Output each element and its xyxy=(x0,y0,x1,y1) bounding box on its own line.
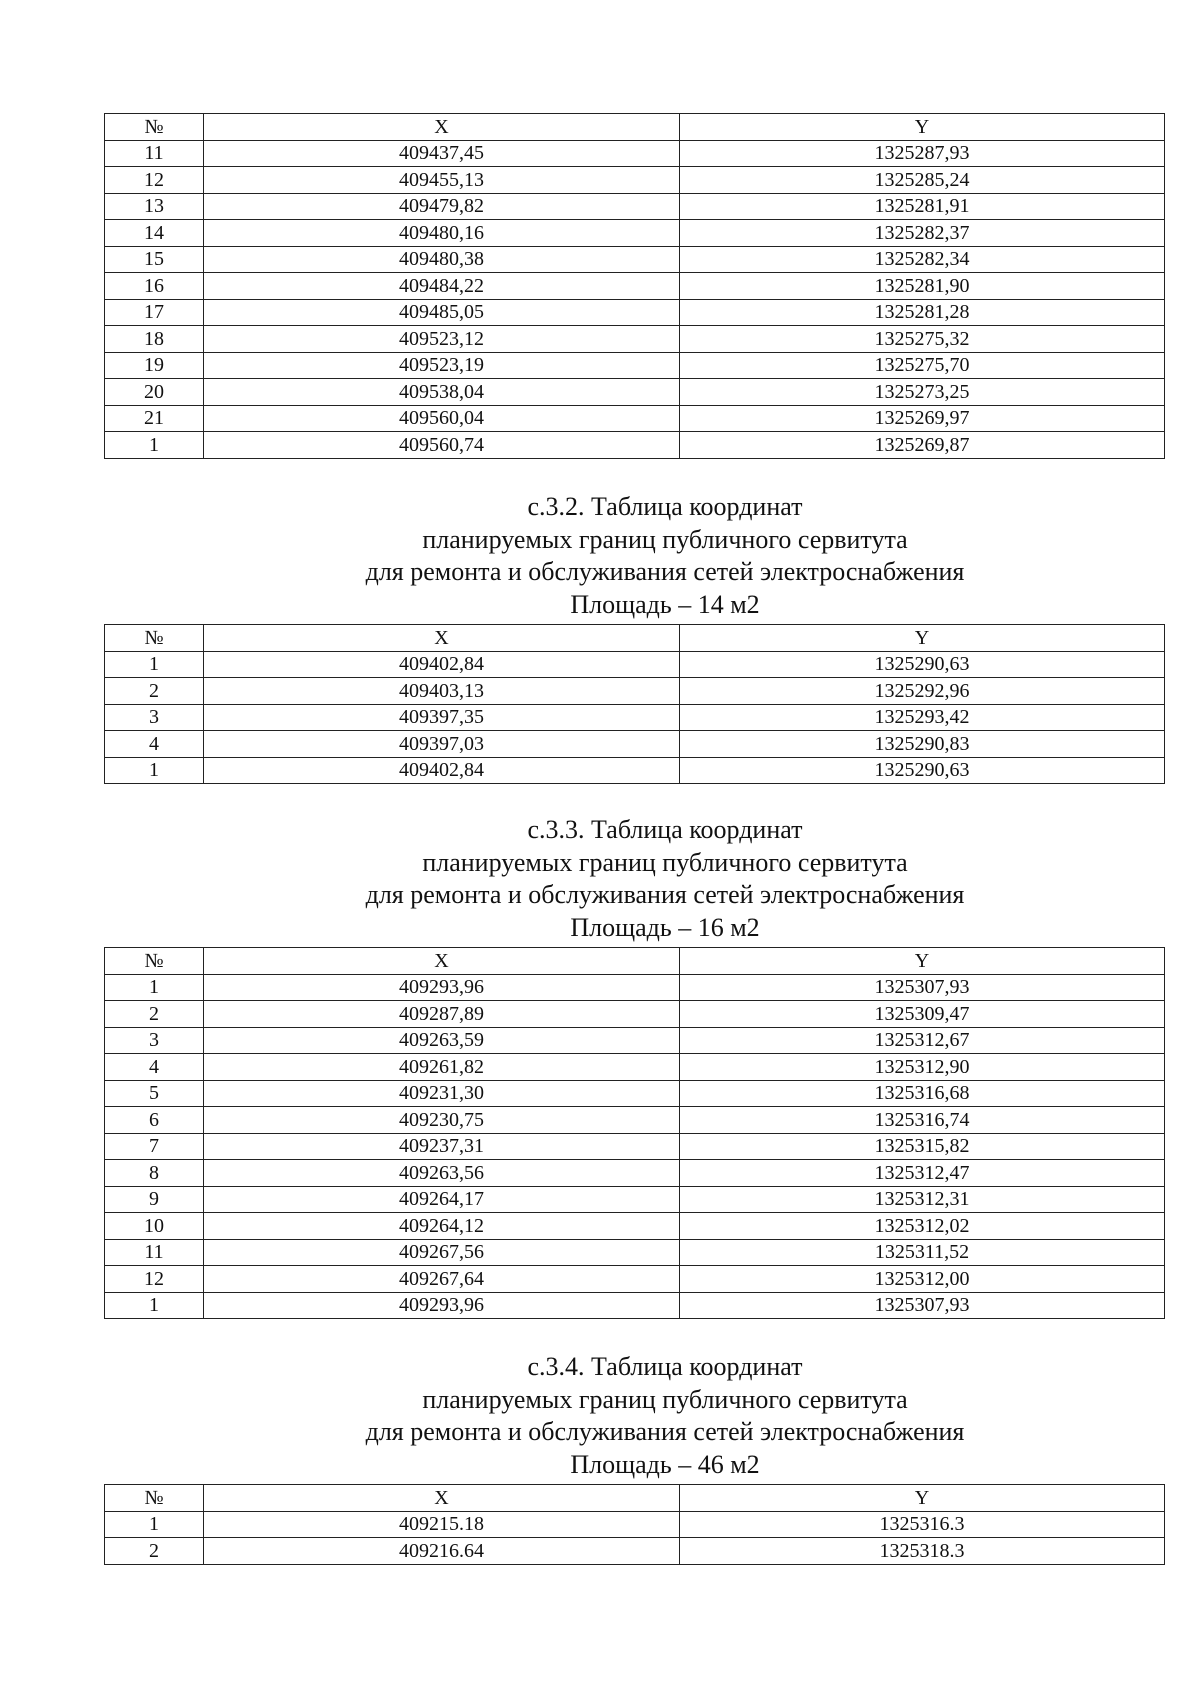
point-number-cell: 16 xyxy=(105,273,204,300)
column-header-num: № xyxy=(105,625,204,652)
x-coordinate-cell: 409230,75 xyxy=(204,1107,680,1134)
point-number-cell: 17 xyxy=(105,299,204,326)
table-row xyxy=(105,1107,1165,1134)
section-2-heading xyxy=(0,491,1200,621)
point-number-cell: 18 xyxy=(105,326,204,353)
point-number-cell: 8 xyxy=(105,1160,204,1187)
table-row xyxy=(105,405,1165,432)
point-number-cell: 3 xyxy=(105,704,204,731)
table-row xyxy=(105,704,1165,731)
table-row xyxy=(105,273,1165,300)
y-coordinate-cell: 1325318.3 xyxy=(680,1538,1165,1565)
column-header-x: X xyxy=(204,1485,680,1512)
y-coordinate-cell: 1325290,63 xyxy=(680,757,1165,784)
column-header-num: № xyxy=(105,948,204,975)
y-coordinate-cell: 1325285,24 xyxy=(680,167,1165,194)
point-number-cell: 19 xyxy=(105,352,204,379)
table-row xyxy=(105,731,1165,758)
table-row xyxy=(105,140,1165,167)
table-row xyxy=(105,974,1165,1001)
y-coordinate-cell: 1325275,70 xyxy=(680,352,1165,379)
x-coordinate-cell: 409523,19 xyxy=(204,352,680,379)
y-coordinate-cell: 1325312,67 xyxy=(680,1027,1165,1054)
table-header-row xyxy=(105,1485,1165,1512)
point-number-cell: 11 xyxy=(105,1239,204,1266)
x-coordinate-cell: 409215.18 xyxy=(204,1511,680,1538)
section-subtitle: планируемых границ публичного сервитута xyxy=(422,847,908,877)
section-area: Площадь – 14 м2 xyxy=(570,589,760,619)
coordinates-table-4 xyxy=(104,1484,1165,1565)
coordinates-table-2 xyxy=(104,624,1165,784)
section-purpose: для ремонта и обслуживания сетей электроснабжения xyxy=(365,880,965,909)
point-number-cell: 1 xyxy=(105,757,204,784)
y-coordinate-cell: 1325269,97 xyxy=(680,405,1165,432)
point-number-cell: 6 xyxy=(105,1107,204,1134)
point-number-cell: 3 xyxy=(105,1027,204,1054)
column-header-num: № xyxy=(105,114,204,141)
section-area: Площадь – 16 м2 xyxy=(570,912,760,942)
point-number-cell: 5 xyxy=(105,1080,204,1107)
column-header-num: № xyxy=(105,1485,204,1512)
table-row xyxy=(105,1133,1165,1160)
column-header-y: Y xyxy=(680,625,1165,652)
y-coordinate-cell: 1325312,47 xyxy=(680,1160,1165,1187)
y-coordinate-cell: 1325275,32 xyxy=(680,326,1165,353)
point-number-cell: 1 xyxy=(105,432,204,459)
point-number-cell: 4 xyxy=(105,731,204,758)
x-coordinate-cell: 409437,45 xyxy=(204,140,680,167)
section-purpose: для ремонта и обслуживания сетей электроснабжения xyxy=(365,1417,965,1446)
table-row xyxy=(105,1292,1165,1319)
y-coordinate-cell: 1325316,74 xyxy=(680,1107,1165,1134)
x-coordinate-cell: 409403,13 xyxy=(204,678,680,705)
x-coordinate-cell: 409560,74 xyxy=(204,432,680,459)
x-coordinate-cell: 409523,12 xyxy=(204,326,680,353)
y-coordinate-cell: 1325316,68 xyxy=(680,1080,1165,1107)
table-row xyxy=(105,1511,1165,1538)
table-row xyxy=(105,1186,1165,1213)
point-number-cell: 2 xyxy=(105,1001,204,1028)
point-number-cell: 4 xyxy=(105,1054,204,1081)
section-title: с.3.2. Таблица координат xyxy=(527,492,803,521)
y-coordinate-cell: 1325309,47 xyxy=(680,1001,1165,1028)
section-subtitle: планируемых границ публичного сервитута xyxy=(422,524,908,554)
coordinates-table-1 xyxy=(104,113,1165,459)
x-coordinate-cell: 409263,56 xyxy=(204,1160,680,1187)
section-subtitle: планируемых границ публичного сервитута xyxy=(422,1384,908,1414)
y-coordinate-cell: 1325315,82 xyxy=(680,1133,1165,1160)
point-number-cell: 7 xyxy=(105,1133,204,1160)
table-row xyxy=(105,352,1165,379)
x-coordinate-cell: 409261,82 xyxy=(204,1054,680,1081)
table-row xyxy=(105,1160,1165,1187)
x-coordinate-cell: 409216.64 xyxy=(204,1538,680,1565)
x-coordinate-cell: 409293,96 xyxy=(204,1292,680,1319)
table-row xyxy=(105,193,1165,220)
point-number-cell: 2 xyxy=(105,678,204,705)
y-coordinate-cell: 1325281,91 xyxy=(680,193,1165,220)
section-area: Площадь – 46 м2 xyxy=(570,1449,760,1479)
point-number-cell: 12 xyxy=(105,1266,204,1293)
x-coordinate-cell: 409263,59 xyxy=(204,1027,680,1054)
y-coordinate-cell: 1325307,93 xyxy=(680,974,1165,1001)
x-coordinate-cell: 409538,04 xyxy=(204,379,680,406)
point-number-cell: 2 xyxy=(105,1538,204,1565)
table-row xyxy=(105,1213,1165,1240)
point-number-cell: 1 xyxy=(105,1292,204,1319)
x-coordinate-cell: 409267,56 xyxy=(204,1239,680,1266)
y-coordinate-cell: 1325292,96 xyxy=(680,678,1165,705)
table-row xyxy=(105,246,1165,273)
x-coordinate-cell: 409402,84 xyxy=(204,651,680,678)
y-coordinate-cell: 1325287,93 xyxy=(680,140,1165,167)
x-coordinate-cell: 409231,30 xyxy=(204,1080,680,1107)
point-number-cell: 1 xyxy=(105,651,204,678)
point-number-cell: 10 xyxy=(105,1213,204,1240)
column-header-y: Y xyxy=(680,1485,1165,1512)
x-coordinate-cell: 409237,31 xyxy=(204,1133,680,1160)
x-coordinate-cell: 409560,04 xyxy=(204,405,680,432)
table-row xyxy=(105,757,1165,784)
point-number-cell: 15 xyxy=(105,246,204,273)
x-coordinate-cell: 409264,17 xyxy=(204,1186,680,1213)
table-row xyxy=(105,1239,1165,1266)
x-coordinate-cell: 409484,22 xyxy=(204,273,680,300)
point-number-cell: 1 xyxy=(105,1511,204,1538)
table-row xyxy=(105,651,1165,678)
y-coordinate-cell: 1325312,02 xyxy=(680,1213,1165,1240)
point-number-cell: 13 xyxy=(105,193,204,220)
y-coordinate-cell: 1325269,87 xyxy=(680,432,1165,459)
y-coordinate-cell: 1325307,93 xyxy=(680,1292,1165,1319)
table-row xyxy=(105,1054,1165,1081)
table-row xyxy=(105,1001,1165,1028)
x-coordinate-cell: 409264,12 xyxy=(204,1213,680,1240)
table-row xyxy=(105,326,1165,353)
y-coordinate-cell: 1325282,34 xyxy=(680,246,1165,273)
y-coordinate-cell: 1325316.3 xyxy=(680,1511,1165,1538)
section-purpose: для ремонта и обслуживания сетей электроснабжения xyxy=(365,557,965,586)
table-row xyxy=(105,379,1165,406)
y-coordinate-cell: 1325281,28 xyxy=(680,299,1165,326)
x-coordinate-cell: 409402,84 xyxy=(204,757,680,784)
y-coordinate-cell: 1325290,83 xyxy=(680,731,1165,758)
x-coordinate-cell: 409480,38 xyxy=(204,246,680,273)
section-title: с.3.3. Таблица координат xyxy=(527,815,803,844)
section-4-heading xyxy=(0,1351,1200,1481)
x-coordinate-cell: 409287,89 xyxy=(204,1001,680,1028)
table-row xyxy=(105,1538,1165,1565)
y-coordinate-cell: 1325311,52 xyxy=(680,1239,1165,1266)
y-coordinate-cell: 1325273,25 xyxy=(680,379,1165,406)
table-row xyxy=(105,220,1165,247)
point-number-cell: 11 xyxy=(105,140,204,167)
y-coordinate-cell: 1325293,42 xyxy=(680,704,1165,731)
table-row xyxy=(105,1080,1165,1107)
table-header-row xyxy=(105,625,1165,652)
column-header-x: X xyxy=(204,114,680,141)
column-header-x: X xyxy=(204,625,680,652)
section-title: с.3.4. Таблица координат xyxy=(527,1352,803,1381)
section-3-heading xyxy=(0,814,1200,944)
point-number-cell: 21 xyxy=(105,405,204,432)
point-number-cell: 12 xyxy=(105,167,204,194)
x-coordinate-cell: 409397,03 xyxy=(204,731,680,758)
x-coordinate-cell: 409479,82 xyxy=(204,193,680,220)
table-row xyxy=(105,678,1165,705)
table-row xyxy=(105,167,1165,194)
column-header-y: Y xyxy=(680,114,1165,141)
coordinates-table-3 xyxy=(104,947,1165,1319)
point-number-cell: 14 xyxy=(105,220,204,247)
table-row xyxy=(105,432,1165,459)
x-coordinate-cell: 409480,16 xyxy=(204,220,680,247)
x-coordinate-cell: 409485,05 xyxy=(204,299,680,326)
column-header-y: Y xyxy=(680,948,1165,975)
x-coordinate-cell: 409293,96 xyxy=(204,974,680,1001)
y-coordinate-cell: 1325312,90 xyxy=(680,1054,1165,1081)
point-number-cell: 1 xyxy=(105,974,204,1001)
x-coordinate-cell: 409455,13 xyxy=(204,167,680,194)
column-header-x: X xyxy=(204,948,680,975)
y-coordinate-cell: 1325312,31 xyxy=(680,1186,1165,1213)
y-coordinate-cell: 1325281,90 xyxy=(680,273,1165,300)
table-row xyxy=(105,1266,1165,1293)
point-number-cell: 9 xyxy=(105,1186,204,1213)
table-row xyxy=(105,1027,1165,1054)
y-coordinate-cell: 1325282,37 xyxy=(680,220,1165,247)
x-coordinate-cell: 409397,35 xyxy=(204,704,680,731)
point-number-cell: 20 xyxy=(105,379,204,406)
table-header-row xyxy=(105,114,1165,141)
x-coordinate-cell: 409267,64 xyxy=(204,1266,680,1293)
table-row xyxy=(105,299,1165,326)
y-coordinate-cell: 1325312,00 xyxy=(680,1266,1165,1293)
y-coordinate-cell: 1325290,63 xyxy=(680,651,1165,678)
table-header-row xyxy=(105,948,1165,975)
